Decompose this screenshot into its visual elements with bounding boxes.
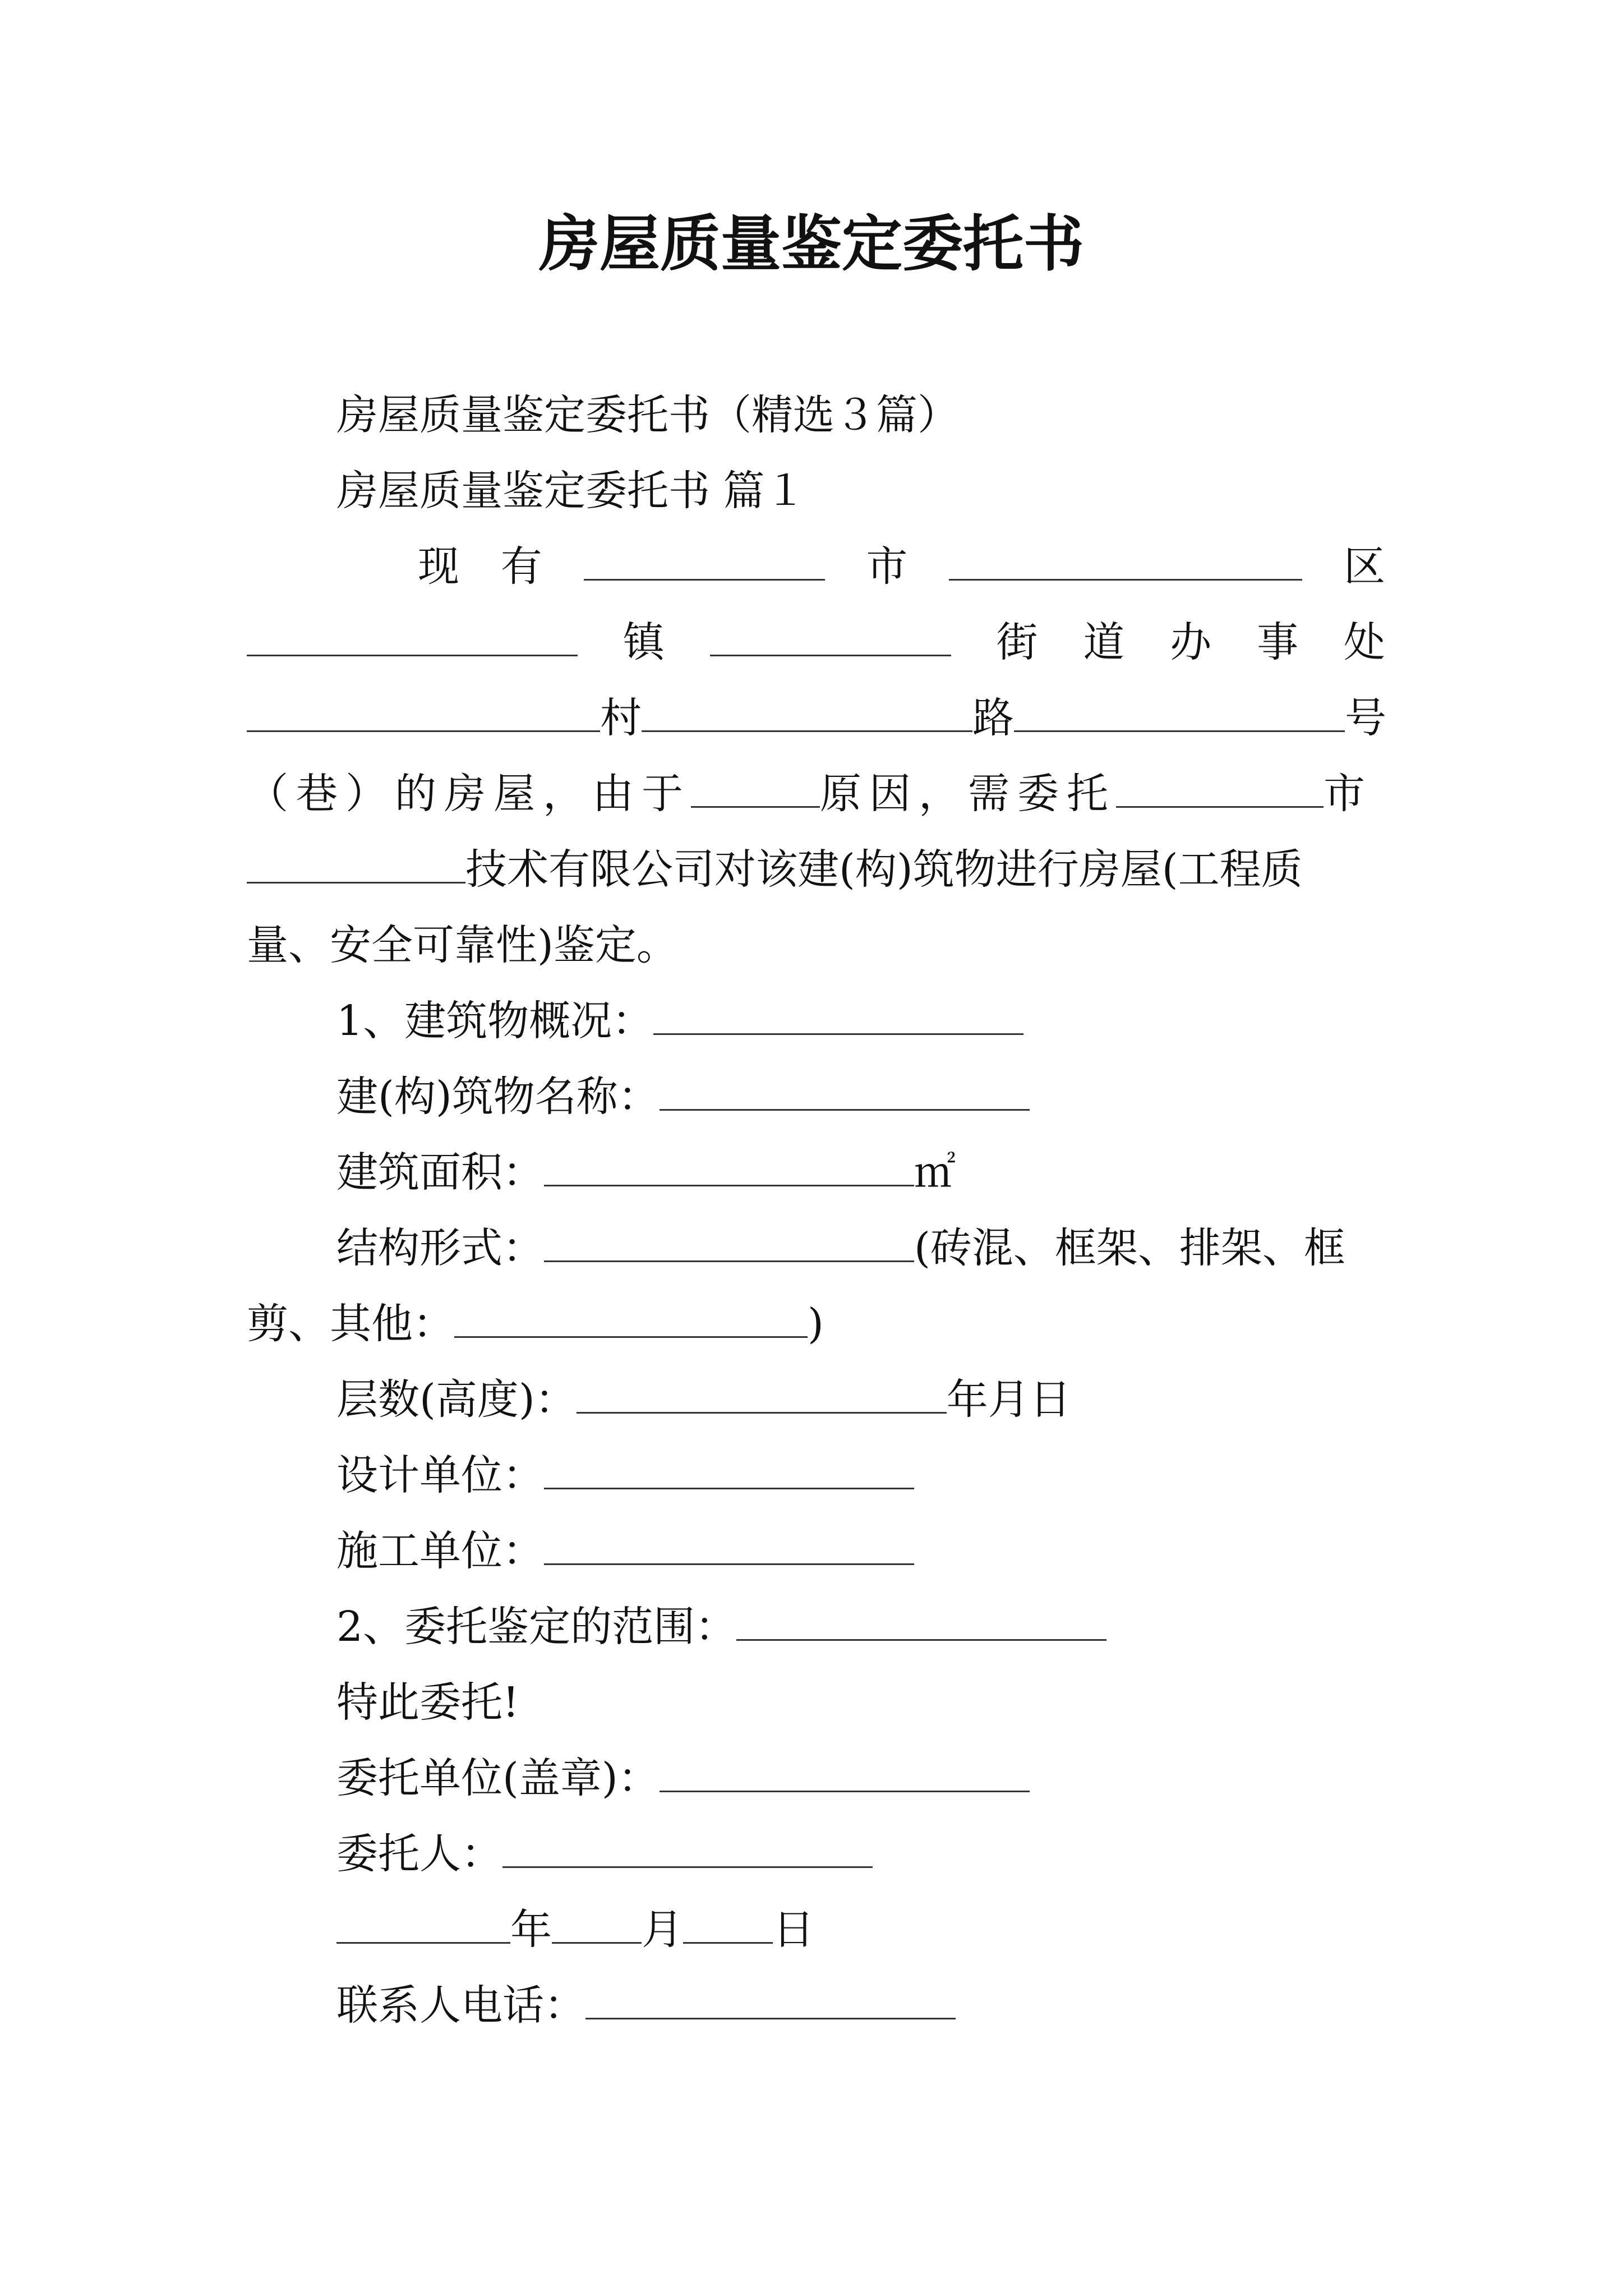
blank-number[interactable]	[1014, 691, 1345, 732]
blank-village[interactable]	[247, 691, 600, 732]
contact-phone-label: 联系人电话：	[336, 1981, 585, 2030]
text-jie: 街	[996, 618, 1038, 666]
text-you: 有	[500, 542, 542, 591]
building-area-label: 建筑面积：	[336, 1148, 544, 1197]
text-shi3: 市	[1324, 770, 1373, 818]
text-shi2: 事	[1257, 618, 1299, 666]
paragraph-line-1	[418, 536, 1385, 597]
client-person-blank[interactable]	[502, 1827, 873, 1868]
scope-row	[336, 1596, 1385, 1658]
building-overview-row	[336, 990, 1385, 1052]
structure-form-row	[336, 1217, 1385, 1279]
text-cun: 村	[600, 694, 642, 742]
building-overview-blank[interactable]	[653, 994, 1023, 1035]
client-unit-row	[336, 1747, 1385, 1809]
text-ban: 办	[1170, 618, 1212, 666]
subtitle: 房屋质量鉴定委托书（精选３篇）	[336, 391, 959, 439]
paragraph-line-2	[247, 611, 1385, 673]
building-name-label: 建(构)筑物名称：	[336, 1073, 660, 1121]
structure-options-a: (砖混、框架、排架、框	[914, 1224, 1345, 1272]
structure-form-blank[interactable]	[544, 1221, 914, 1262]
text-reason-prefix: （巷）的房屋，由于	[247, 770, 691, 818]
text-chu: 处	[1343, 618, 1385, 666]
area-unit: ㎡	[914, 1148, 956, 1197]
structure-options-row	[247, 1293, 1385, 1355]
contact-phone-row	[336, 1975, 1385, 2036]
date-month-blank[interactable]	[552, 1903, 642, 1944]
design-unit-blank[interactable]	[544, 1448, 914, 1489]
date-month-label: 月	[642, 1906, 683, 1954]
blank-company[interactable]	[247, 843, 465, 884]
text-xian: 现	[418, 542, 459, 591]
date-day-label: 日	[773, 1906, 814, 1954]
text-company-rest: 技术有限公司对该建(构)筑物进行房屋(工程质	[465, 845, 1303, 894]
date-year-blank[interactable]	[336, 1903, 510, 1944]
text-zhen: 镇	[623, 618, 665, 666]
construction-unit-blank[interactable]	[544, 1524, 914, 1565]
scope-label: 2、委托鉴定的范围：	[336, 1603, 737, 1651]
document-title: 房屋质量鉴定委托书	[538, 209, 1084, 279]
date-year-label: 年	[510, 1906, 552, 1954]
blank-town[interactable]	[247, 615, 578, 656]
date-day-blank[interactable]	[683, 1903, 773, 1944]
building-area-blank[interactable]	[544, 1145, 914, 1186]
structure-other-blank[interactable]	[454, 1297, 808, 1338]
contact-phone-blank[interactable]	[585, 1978, 956, 2019]
floors-row	[336, 1369, 1385, 1430]
paragraph-line-6: 量、安全可靠性)鉴定。	[247, 921, 678, 969]
text-dao: 道	[1083, 618, 1125, 666]
blank-reason[interactable]	[691, 767, 820, 808]
paragraph-line-4	[247, 763, 1385, 825]
client-unit-blank[interactable]	[660, 1751, 1030, 1792]
paragraph-line-5	[247, 839, 1385, 900]
client-unit-label: 委托单位(盖章)：	[336, 1754, 660, 1802]
blank-district[interactable]	[949, 540, 1302, 581]
building-name-row	[336, 1066, 1385, 1128]
construction-unit-row	[336, 1520, 1385, 1582]
client-person-label: 委托人：	[336, 1830, 502, 1878]
building-overview-label: 1、建筑物概况：	[336, 997, 654, 1045]
blank-street[interactable]	[710, 615, 951, 656]
blank-city[interactable]	[584, 540, 825, 581]
design-unit-label: 设计单位：	[336, 1451, 544, 1499]
construction-unit-label: 施工单位：	[336, 1527, 544, 1575]
paragraph-line-3	[247, 687, 1385, 749]
structure-options-b: 剪、其他：	[247, 1300, 454, 1348]
date-row	[336, 1899, 1385, 1961]
text-hao: 号	[1345, 694, 1386, 742]
building-name-blank[interactable]	[660, 1070, 1030, 1111]
structure-options-close: )	[808, 1300, 824, 1348]
building-area-row	[336, 1142, 1385, 1203]
text-shi: 市	[866, 542, 908, 591]
client-person-row	[336, 1823, 1385, 1885]
scope-blank[interactable]	[736, 1600, 1106, 1641]
text-lu: 路	[972, 694, 1014, 742]
text-entrust-prefix: 原因，需委托	[820, 770, 1116, 818]
blank-road[interactable]	[642, 691, 972, 732]
blank-entrust-city[interactable]	[1116, 767, 1324, 808]
floors-suffix: 年月日	[946, 1375, 1071, 1424]
design-unit-row	[336, 1444, 1385, 1506]
floors-label: 层数(高度)：	[336, 1375, 577, 1424]
section-heading: 房屋质量鉴定委托书 篇１	[336, 467, 806, 515]
floors-blank[interactable]	[577, 1373, 947, 1414]
text-qu: 区	[1343, 542, 1385, 591]
structure-form-label: 结构形式：	[336, 1224, 544, 1272]
hereby-entrust: 特此委托!	[336, 1678, 519, 1727]
